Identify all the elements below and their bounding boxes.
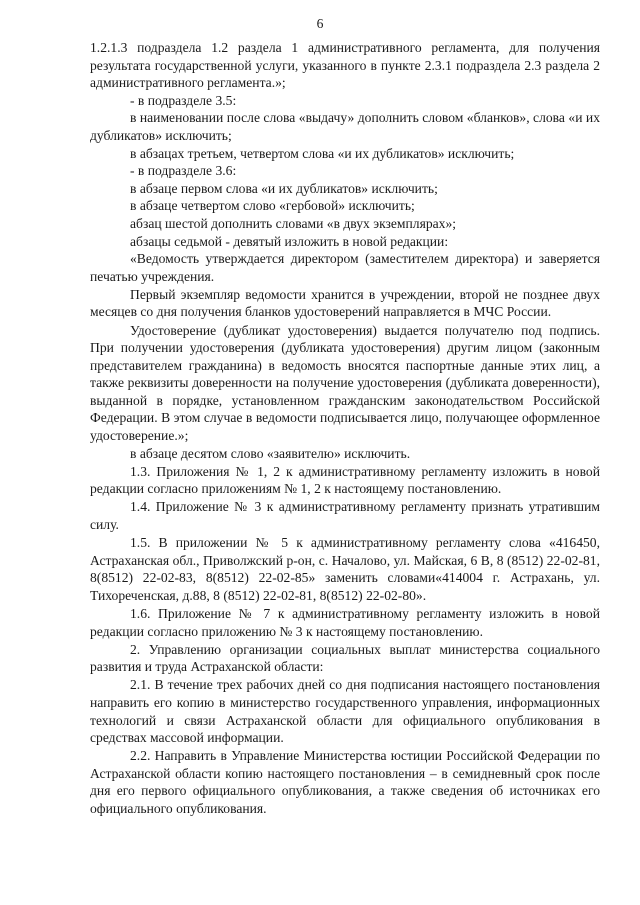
paragraph: - в подразделе 3.6:: [130, 163, 237, 179]
paragraph: Первый экземпляр ведомости хранится в учреждении, второй не позднее двух месяцев со дня получения бланков удостоверений направляется в МЧС России.: [90, 286, 600, 320]
paragraph: 2.1. В течение трех рабочих дней со дня подписания настоящего постановления направить его копию в министерство государственного управления, информационных технологий и связи Астраханской области для официального опубликования в средствах массовой информации.: [90, 677, 600, 746]
paragraph: в абзаце четвертом слово «гербовой» исключить;: [130, 198, 415, 214]
paragraph: абзацы седьмой - девятый изложить в новой редакции:: [130, 233, 449, 249]
paragraph: абзац шестой дополнить словами «в двух экземплярах»;: [130, 215, 457, 231]
paragraph: 1.5. В приложении № 5 к административному регламенту слова «416450, Астраханская обл., Приволжский р-он, с. Началово, ул. Майская, 6 В, 8 (8512) 22-02-81, 8(8512) 22-02-83, 8(8512) 22-02-85» заменить словами«414004 г. Астрахань, ул. Тихореченская, д.88, 8 (8512) 22-02-81, 8(8512) 22-02-80».: [90, 535, 600, 603]
page-number: 6: [316, 16, 324, 31]
paragraph: 1.4. Приложение № 3 к административному регламенту признать утратившим силу.: [90, 499, 600, 533]
paragraph: в абзацах третьем, четвертом слова «и их дубликатов» исключить;: [130, 145, 515, 161]
paragraph: 1.6. Приложение № 7 к административному регламенту изложить в новой редакции согласно приложению № 3 к настоящему постановлению.: [90, 606, 600, 639]
paragraph: в абзаце первом слова «и их дубликатов» исключить;: [130, 180, 438, 196]
paragraph: 1.3. Приложения № 1, 2 к административному регламенту изложить в новой редакции согласно приложениям № 1, 2 к настоящему постановлению.: [90, 463, 600, 497]
paragraph: «Ведомость утверждается директором (заместителем директора) и заверяется печатью учреждения.: [90, 251, 600, 284]
paragraph: в абзаце десятом слово «заявителю» исключить.: [130, 445, 411, 461]
document-body: [90, 39, 600, 818]
paragraph: 2.2. Направить в Управление Министерства юстиции Российской Федерации по Астраханской области копию настоящего постановления – в семидневный срок после дня его первого официального опубликования, а также сведения об источниках его официального опубликования.: [90, 748, 600, 817]
paragraph: - в подразделе 3.5:: [130, 92, 237, 108]
paragraph: в наименовании после слова «выдачу» дополнить словом «бланков», слова «и их дубликатов» исключить;: [90, 110, 600, 143]
paragraph: 1.2.1.3 подраздела 1.2 раздела 1 административного регламента, для получения результата государственной услуги, указанного в пункте 2.3.1 подраздела 2.3 раздела 2 административного регламента.»;: [90, 40, 600, 91]
paragraph: 2. Управлению организации социальных выплат министерства социального развития и труда Астраханской области:: [90, 641, 600, 675]
paragraph: Удостоверение (дубликат удостоверения) выдается получателю под подпись. При получении удостоверения (дубликата удостоверения) другим лицом (законным представителем гражданина) в ведомость вносятся паспортные данные этих лиц, а также реквизиты доверенности на получение удостоверения (дубликата доверенности), выданной в порядке, установленном гражданским законодательством Российской Федерации. В этом случае в ведомости подписывается лицо, получающее оформленное удостоверение.»;: [90, 322, 600, 444]
